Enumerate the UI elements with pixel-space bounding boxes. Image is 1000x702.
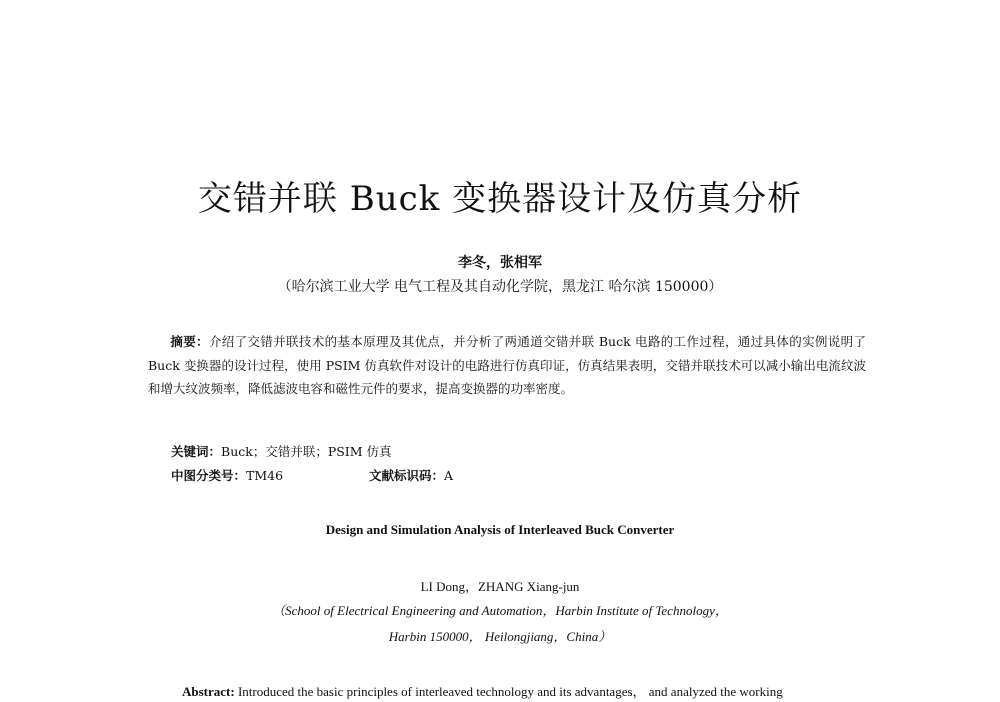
affiliation-chinese: （哈尔滨工业大学 电气工程及其自动化学院，黑龙江 哈尔滨 150000）: [277, 279, 723, 295]
keywords-text: Buck；交错并联；PSIM 仿真: [221, 444, 392, 459]
affiliation-english-line1: （School of Electrical Engineering and Automation，Harbin Institute of Technology，: [272, 603, 728, 618]
abstract-english-label: Abstract:: [182, 684, 235, 699]
authors-chinese: 李冬，张相军: [458, 255, 542, 271]
abstract-chinese-label: 摘要：: [170, 334, 209, 349]
keywords-label: 关键词：: [171, 444, 222, 459]
keywords-chinese: [171, 442, 392, 460]
abstract-english: [182, 681, 882, 700]
doc-code-value: A: [444, 468, 454, 483]
clc-label: 中图分类号：: [171, 468, 247, 483]
document-code: [369, 466, 453, 484]
authors-english: LI Dong，ZHANG Xiang-jun: [420, 579, 580, 594]
affiliation-english-line2: Harbin 150000， Heilongjiang，China）: [388, 629, 612, 644]
title-english: Design and Simulation Analysis of Interleaved Buck Converter: [325, 522, 675, 537]
classification-line: [171, 466, 454, 484]
abstract-chinese: [148, 330, 866, 401]
doc-code-label: 文献标识码：: [369, 468, 445, 483]
abstract-chinese-text: 介绍了交错并联技术的基本原理及其优点，并分析了两通道交错并联 Buck 电路的工作过程，通过具体的实例说明了 Buck 变换器的设计过程，使用 PSIM 仿真软件对设计的电路进行仿真印证，仿真结果表明，交错并联技术可以减小输出电流纹波和增大纹波频率，降低滤波电容和磁性元件的要求，提高变换器的功率密度。: [148, 334, 866, 396]
abstract-english-text: Introduced the basic principles of interleaved technology and its advantages， and analyzed the working: [234, 684, 783, 699]
title-chinese: 交错并联 Buck 变换器设计及仿真分析: [197, 179, 803, 219]
clc-value: TM46: [246, 468, 284, 483]
